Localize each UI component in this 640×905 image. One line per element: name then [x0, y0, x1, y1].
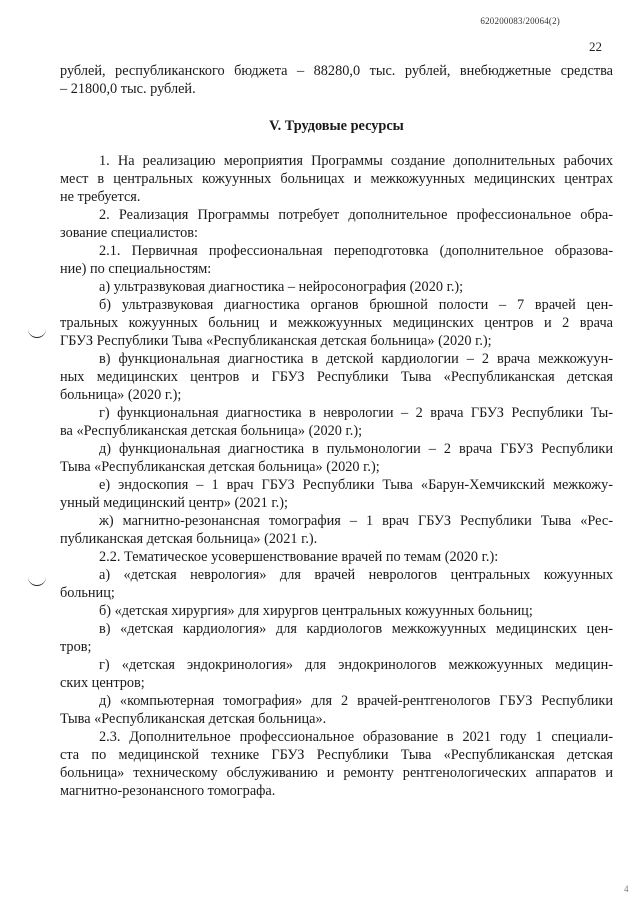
margin-pen-mark: [28, 577, 46, 586]
text-line: б) «детская хирургия» для хирургов центральных кожуунных больниц;: [99, 603, 533, 619]
text-line: не требуется.: [60, 189, 141, 205]
text-line: больниц;: [60, 585, 115, 601]
document-number: 620200083/20064(2): [480, 16, 560, 26]
text-line: а) ультразвуковая диагностика – нейросонография (2020 г.);: [99, 279, 464, 295]
text-line: 2.1. Первичная профессиональная переподготовка (дополнительное образова-: [99, 243, 613, 259]
text-line: Тыва «Республиканская детская больница» (2020 г.);: [60, 459, 380, 475]
text-line: тральных кожуунных больниц и межкожуунных медицинских центров и 2 врача: [60, 315, 613, 331]
text-line: мест в центральных кожуунных больницах и межкожуунных медицинских центрах: [60, 171, 613, 187]
text-line: г) функциональная диагностика в неврологии – 2 врача ГБУЗ Республики Ты-: [99, 405, 613, 421]
text-line: ста по медицинской технике ГБУЗ Республики Тыва «Республиканская детская: [60, 747, 613, 763]
text-line: ских центров;: [60, 675, 145, 691]
margin-pen-mark: [28, 329, 46, 338]
text-line: в) функциональная диагностика в детской кардиологии – 2 врача межкожуун-: [99, 351, 613, 367]
text-line: ж) магнитно-резонансная томография – 1 врач ГБУЗ Республики Тыва «Рес-: [99, 513, 613, 529]
text-line: больница» техническому обслуживанию и ремонту рентгенологических аппаратов и: [60, 765, 613, 781]
text-line: д) функциональная диагностика в пульмонологии – 2 врача ГБУЗ Республики: [99, 441, 613, 457]
text-line: магнитно-резонансного томографа.: [60, 783, 276, 799]
text-line: д) «компьютерная томография» для 2 врачей-рентгенологов ГБУЗ Республики: [99, 693, 613, 709]
text-line: ва «Республиканская детская больница» (2020 г.);: [60, 423, 363, 439]
text-line: в) «детская кардиология» для кардиологов межкожуунных медицинских цен-: [99, 621, 613, 637]
text-line: 2. Реализация Программы потребует дополнительное профессиональное обра-: [99, 207, 613, 223]
text-line: ных медицинских центров и ГБУЗ Республики Тыва «Республиканская детская: [60, 369, 613, 385]
text-line: зование специалистов:: [60, 225, 199, 241]
text-line: ГБУЗ Республики Тыва «Республиканская детская больница» (2020 г.);: [60, 333, 492, 349]
text-line: а) «детская неврология» для врачей неврологов центральных кожуунных: [99, 567, 613, 583]
text-line: г) «детская эндокринология» для эндокринологов межкожуунных медицин-: [99, 657, 613, 673]
text-line: публиканская детская больница» (2021 г.).: [60, 531, 318, 547]
section-heading: V. Трудовые ресурсы: [269, 118, 404, 134]
text-line: 2.3. Дополнительное профессиональное образование в 2021 году 1 специали-: [99, 729, 613, 745]
text-line: 1. На реализацию мероприятия Программы создание дополнительных рабочих: [99, 153, 613, 169]
text-line: Тыва «Республиканская детская больница».: [60, 711, 327, 727]
corner-mark: 4: [624, 884, 629, 894]
text-line: унный медицинский центр» (2021 г.);: [60, 495, 288, 511]
text-line: е) эндоскопия – 1 врач ГБУЗ Республики Тыва «Барун-Хемчикский межкожу-: [99, 477, 613, 493]
text-line: ние) по специальностям:: [60, 261, 212, 277]
text-line: больница» (2020 г.);: [60, 387, 182, 403]
text-line: б) ультразвуковая диагностика органов брюшной полости – 7 врачей цен-: [99, 297, 613, 313]
text-line: рублей, республиканского бюджета – 88280,0 тыс. рублей, внебюджетные средства: [60, 63, 613, 79]
page-number: 22: [589, 39, 602, 54]
text-line: 2.2. Тематическое усовершенствование врачей по темам (2020 г.):: [99, 549, 499, 565]
text-line: – 21800,0 тыс. рублей.: [60, 81, 196, 97]
text-line: тров;: [60, 639, 92, 655]
